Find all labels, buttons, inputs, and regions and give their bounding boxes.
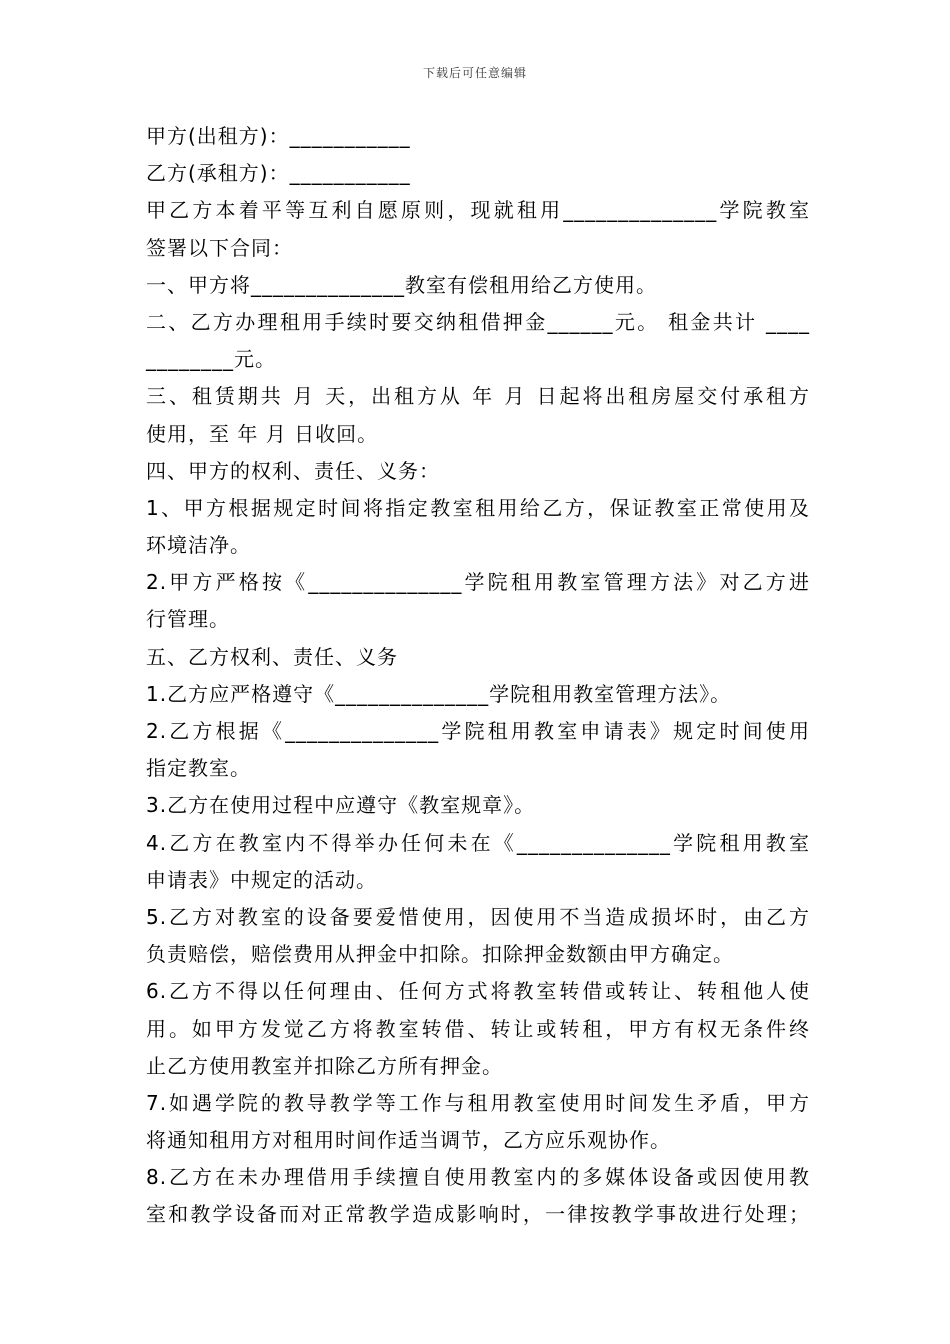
section-5-item-5-line-2: 负责赔偿，赔偿费用从押金中扣除。扣除押金数额由甲方确定。 bbox=[146, 942, 734, 967]
page-header-note: 下载后可任意编辑 bbox=[422, 66, 527, 80]
party-b-line: 乙方(承租方)：___________ bbox=[146, 161, 411, 186]
section-5-item-6-line-1: 6.乙方不得以任何理由、任何方式将教室转借或转让、转租他人使 bbox=[146, 979, 810, 1004]
section-5-item-7-line-1: 7.如遇学院的教导教学等工作与租用教室使用时间发生矛盾，甲方 bbox=[146, 1090, 810, 1115]
section-4-heading: 四、甲方的权利、责任、义务： bbox=[146, 458, 440, 483]
contract-body bbox=[146, 118, 810, 1234]
preamble-line-2: 签署以下合同： bbox=[146, 235, 293, 260]
section-5-item-6-line-3: 止乙方使用教室并扣除乙方所有押金。 bbox=[146, 1053, 503, 1078]
clause-3-line-1: 三、租赁期共 月 天，出租方从 年 月 日起将出租房屋交付承租方 bbox=[146, 384, 810, 409]
clause-2-line-1: 二、乙方办理租用手续时要交纳租借押金______元。 租金共计 ____ bbox=[146, 309, 810, 334]
clause-1-line: 一、甲方将______________教室有偿租用给乙方使用。 bbox=[146, 272, 657, 297]
section-5-item-8-line-1: 8.乙方在未办理借用手续擅自使用教室内的多媒体设备或因使用教 bbox=[146, 1165, 810, 1190]
preamble-line-1: 甲乙方本着平等互利自愿原则，现就租用______________学院教室 bbox=[146, 198, 810, 223]
section-5-item-5-line-1: 5.乙方对教室的设备要爱惜使用，因使用不当造成损坏时，由乙方 bbox=[146, 904, 810, 929]
section-5-item-2-line-2: 指定教室。 bbox=[146, 756, 251, 781]
section-5-item-1: 1.乙方应严格遵守《______________学院租用教室管理方法》。 bbox=[146, 681, 732, 706]
section-5-item-7-line-2: 将通知租用方对租用时间作适当调节，乙方应乐观协作。 bbox=[146, 1128, 671, 1153]
section-4-item-2-line-2: 行管理。 bbox=[146, 607, 230, 632]
clause-2-line-2: ________元。 bbox=[146, 347, 276, 372]
clause-3-line-2: 使用，至 年 月 日收回。 bbox=[146, 421, 379, 446]
section-5-item-3: 3.乙方在使用过程中应遵守《教室规章》。 bbox=[146, 793, 536, 818]
section-5-item-6-line-2: 用。如甲方发觉乙方将教室转借、转让或转租，甲方有权无条件终 bbox=[146, 1016, 810, 1041]
section-4-item-1-line-2: 环境洁净。 bbox=[146, 533, 251, 558]
section-4-item-1-line-1: 1、甲方根据规定时间将指定教室租用给乙方，保证教室正常使用及 bbox=[146, 495, 810, 520]
section-4-item-2-line-1: 2.甲方严格按《______________学院租用教室管理方法》对乙方进 bbox=[146, 570, 810, 595]
section-5-item-4-line-1: 4.乙方在教室内不得举办任何未在《______________学院租用教室 bbox=[146, 830, 810, 855]
party-a-line: 甲方(出租方)：___________ bbox=[146, 124, 411, 148]
section-5-heading: 五、乙方权利、责任、义务 bbox=[146, 644, 398, 669]
section-5-item-8-line-2: 室和教学设备而对正常教学造成影响时，一律按教学事故进行处理； bbox=[146, 1202, 810, 1227]
section-5-item-2-line-1: 2.乙方根据《______________学院租用教室申请表》规定时间使用 bbox=[146, 719, 810, 743]
section-5-item-4-line-2: 申请表》中规定的活动。 bbox=[146, 867, 377, 892]
